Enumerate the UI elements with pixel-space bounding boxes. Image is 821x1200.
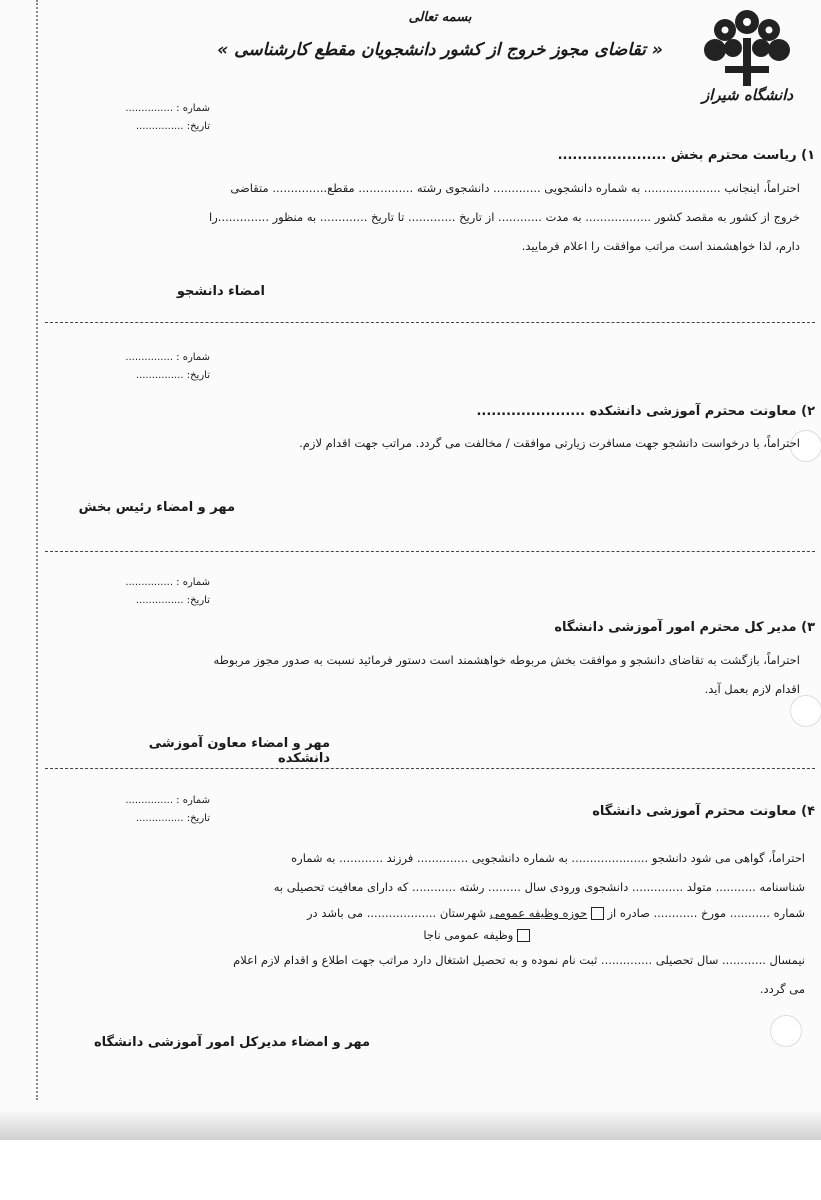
date-label: تاریخ: ...............	[135, 813, 210, 824]
section-divider	[45, 768, 815, 769]
section4-meta	[90, 792, 210, 828]
checkbox-label: حوزه وظیفه عمومی	[489, 906, 588, 920]
university-logo	[695, 8, 800, 118]
number-label: شماره : ...............	[125, 795, 210, 806]
body-line: شناسنامه ........... متولد .............. دانشجوی ورودی سال ......... رشته ............ که دارای معافیت تحصیلی به	[273, 880, 805, 894]
date-label: تاریخ: ...............	[135, 370, 210, 381]
section3-body	[55, 646, 800, 704]
body-line: می گردد.	[759, 982, 805, 996]
line-text: شماره ........... مورخ ............ صادره از	[607, 906, 805, 920]
section2-signature: مهر و امضاء رئیس بخش	[78, 500, 235, 515]
section4-signature: مهر و امضاء مدیرکل امور آموزشی دانشگاه	[93, 1035, 370, 1050]
form-title: « تقاضای مجوز خروج از کشور دانشجویان مقطع کارشناسی »	[217, 40, 663, 60]
checkbox-police-military[interactable]	[517, 929, 530, 942]
body-line: احتراماً، گواهی می شود دانشجو ..................... به شماره دانشجویی .............. فرزند ............ به شماره	[291, 851, 805, 865]
date-label: تاریخ: ...............	[135, 121, 210, 132]
section2-body	[150, 429, 800, 458]
binding-dotted-line	[36, 0, 38, 1100]
body-line: احتراماً، اینجانب ..................... به شماره دانشجویی ............. دانشجوی رشته ............... مقطع............... متقاضی	[230, 181, 800, 195]
section-divider	[45, 322, 815, 323]
section1-body	[65, 174, 800, 261]
section4-body	[65, 844, 805, 1004]
body-line	[65, 902, 805, 924]
number-label: شماره : ...............	[125, 103, 210, 114]
section1-meta	[90, 100, 210, 136]
section1-heading: ۱) ریاست محترم بخش ......................	[557, 148, 815, 163]
body-line: احتراماً، با درخواست دانشجو جهت مسافرت زیارتی موافقت / مخالفت می گردد. مراتب جهت اقدام لازم.	[299, 436, 800, 450]
section4-heading: ۴) معاونت محترم آموزشی دانشگاه	[592, 804, 815, 819]
section3-meta	[90, 574, 210, 610]
body-line: خروج از کشور به مقصد کشور .................. به مدت ............ از تاریخ ............. تا تاریخ ............. به منظور ..............را	[209, 210, 800, 224]
section1-signature: امضاء دانشجو	[176, 284, 265, 299]
body-line: اقدام لازم بعمل آید.	[704, 682, 800, 696]
section2-meta	[90, 349, 210, 385]
section2-heading: ۲) معاونت محترم آموزشی دانشکده ......................	[476, 404, 815, 419]
number-label: شماره : ...............	[125, 352, 210, 363]
body-line: دارم، لذا خواهشمند است مراتب موافقت را اعلام فرمایید.	[521, 239, 800, 253]
section3-heading: ۳) مدیر کل محترم امور آموزشی دانشگاه	[554, 620, 815, 635]
scan-edge-shadow	[0, 1112, 821, 1140]
checkbox-military-office[interactable]	[591, 907, 604, 920]
body-line	[65, 924, 805, 946]
checkbox-label: وظیفه عمومی ناجا	[423, 928, 514, 942]
punch-hole	[770, 1015, 802, 1047]
body-line: نیمسال ............ سال تحصیلی .............. ثبت نام نموده و به تحصیل اشتغال دارد مراتب جهت اطلاع و اقدام لازم اعلام	[233, 953, 805, 967]
section3-signature: مهر و امضاء معاون آموزشی دانشکده	[148, 736, 330, 766]
line-text: شهرستان ................... می باشد در	[306, 906, 487, 920]
logo-text: دانشگاه شیراز	[701, 86, 794, 104]
date-label: تاریخ: ...............	[135, 595, 210, 606]
number-label: شماره : ...............	[125, 577, 210, 588]
basmala: بسمه تعالی	[408, 10, 472, 25]
section-divider	[45, 551, 815, 552]
body-line: احتراماً، بازگشت به تقاضای دانشجو و موافقت بخش مربوطه خواهشمند است دستور فرمائید نسبت به صدور مجوز مربوطه	[213, 653, 800, 667]
